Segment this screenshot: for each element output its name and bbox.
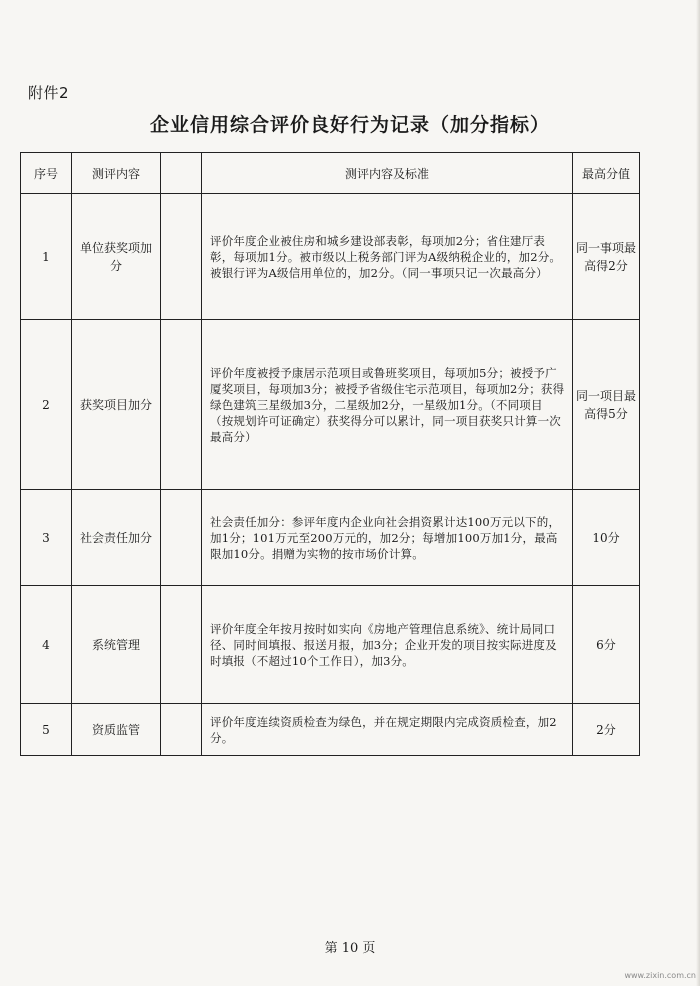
- row-standard: 社会责任加分：参评年度内企业向社会捐资累计达100万元以下的，加1分；101万元至200万元的，加2分；每增加100万加1分，最高限加10分。捐赠为实物的按市场价计算。: [202, 490, 573, 586]
- page-number: 第 10 页: [324, 941, 376, 956]
- row-standard: 评价年度全年按月按时如实向《房地产管理信息系统》、统计局同口径、同时间填报、报送月报，加3分；企业开发的项目按实际进度及时填报（不超过10个工作日），加3分。: [202, 586, 573, 704]
- row-index: 1: [21, 194, 72, 320]
- table-row: [21, 586, 640, 704]
- document-title: 企业信用综合评价良好行为记录（加分指标）: [149, 114, 550, 136]
- table-row: [21, 194, 640, 320]
- row-blank: [161, 704, 202, 756]
- row-standard: 评价年度企业被住房和城乡建设部表彰，每项加2分；省住建厅表彰，每项加1分。被市级以上税务部门评为A级纳税企业的，加2分。被银行评为A级信用单位的，加2分。（同一事项只记一次最高分）: [202, 194, 573, 320]
- row-max: 2分: [573, 704, 640, 756]
- header-item: 测评内容: [72, 153, 161, 194]
- row-blank: [161, 320, 202, 490]
- row-max: 同一事项最高得2分: [573, 194, 640, 320]
- row-standard: 评价年度连续资质检查为绿色，并在规定期限内完成资质检查，加2分。: [202, 704, 573, 756]
- row-index: 3: [21, 490, 72, 586]
- evaluation-table: [20, 152, 640, 756]
- header-index: 序号: [21, 153, 72, 194]
- row-max: 10分: [573, 490, 640, 586]
- attachment-label: 附件2: [28, 84, 70, 102]
- row-blank: [161, 490, 202, 586]
- row-item: 单位获奖项加分: [72, 194, 161, 320]
- table-row: [21, 490, 640, 586]
- row-index: 4: [21, 586, 72, 704]
- header-blank: [161, 153, 202, 194]
- row-max: 6分: [573, 586, 640, 704]
- row-item: 社会责任加分: [72, 490, 161, 586]
- header-standard: 测评内容及标准: [202, 153, 573, 194]
- header-max: 最高分值: [573, 153, 640, 194]
- row-standard: 评价年度被授予康居示范项目或鲁班奖项目，每项加5分；被授予广厦奖项目，每项加3分；被授予省级住宅示范项目，每项加2分；获得绿色建筑三星级加3分，二星级加2分，一星级加1分。（不同项目（按规划许可证确定）获奖得分可以累计，同一项目获奖只计算一次最高分）: [202, 320, 573, 490]
- row-blank: [161, 194, 202, 320]
- row-item: 资质监管: [72, 704, 161, 756]
- row-blank: [161, 586, 202, 704]
- row-index: 2: [21, 320, 72, 490]
- table-header-row: [21, 153, 640, 194]
- row-max: 同一项目最高得5分: [573, 320, 640, 490]
- row-item: 系统管理: [72, 586, 161, 704]
- watermark: www.zixin.com.cn: [624, 971, 696, 980]
- page-edge-shadow: [696, 0, 700, 986]
- table-row: [21, 320, 640, 490]
- row-index: 5: [21, 704, 72, 756]
- table-row: [21, 704, 640, 756]
- row-item: 获奖项目加分: [72, 320, 161, 490]
